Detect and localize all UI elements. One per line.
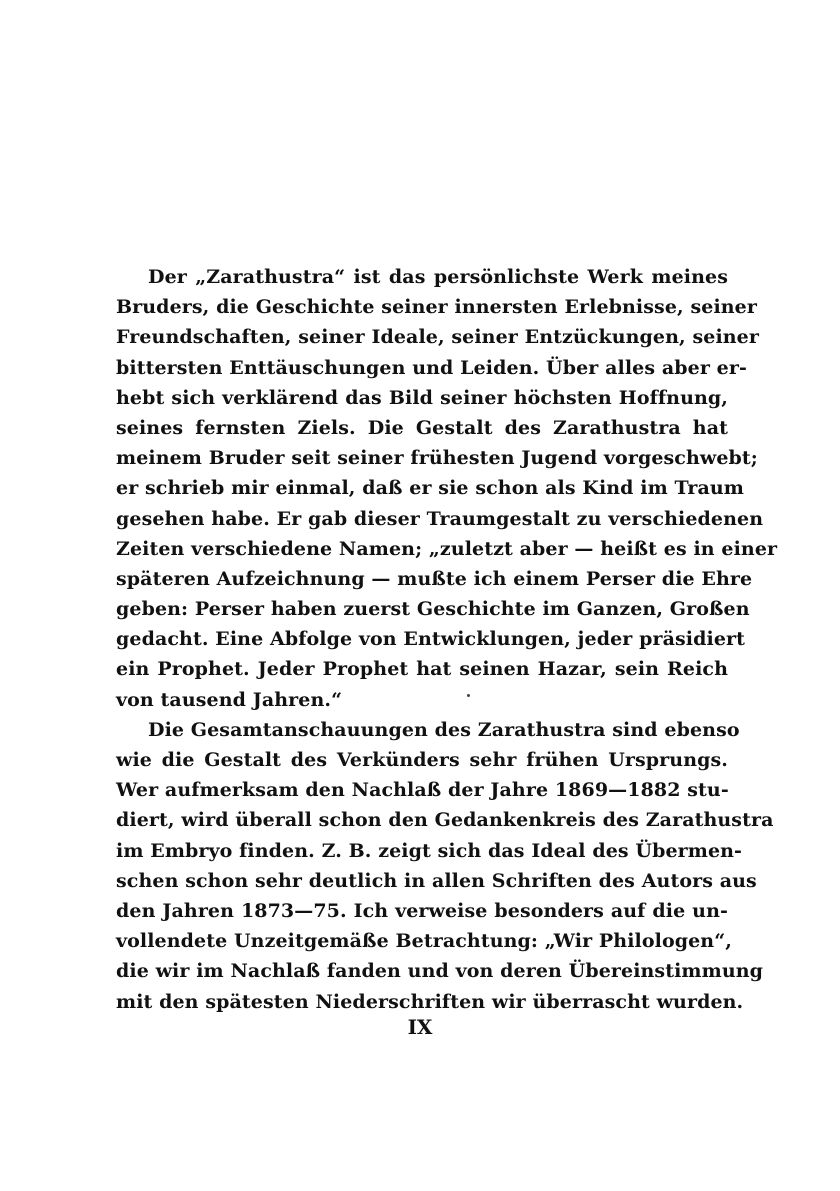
- text-line: von tausend Jahren.“: [116, 688, 343, 711]
- text-line: schen schon sehr deutlich in allen Schriften des Autors aus: [116, 869, 757, 892]
- text-line: die wir im Nachlaß fanden und von deren Übereinstimmung: [116, 960, 764, 983]
- text-line: gedacht. Eine Abfolge von Entwicklungen, jeder präsidiert: [116, 628, 745, 651]
- text-line: Zeiten verschiedene Namen; „zuletzt aber — heißt es in einer: [116, 537, 778, 560]
- paragraph-2: [116, 715, 774, 1017]
- text-line: den Jahren 1873—75. Ich verweise besonders auf die un-: [116, 899, 728, 922]
- text-line: er schrieb mir einmal, daß er sie schon als Kind im Traum: [116, 477, 745, 500]
- text-line: diert, wird überall schon den Gedankenkreis des Zarathustra: [116, 809, 774, 832]
- text-line: gesehen habe. Er gab dieser Traumgestalt zu verschiedenen: [116, 507, 764, 530]
- text-line: bittersten Enttäuschungen und Leiden. Über alles aber er-: [116, 356, 747, 379]
- text-line: hebt sich verklärend das Bild seiner höchsten Hoffnung,: [116, 386, 728, 409]
- text-line: ein Prophet. Jeder Prophet hat seinen Hazar, sein Reich: [116, 658, 728, 681]
- text-line: seines fernsten Ziels. Die Gestalt des Zarathustra hat: [116, 416, 728, 439]
- text-line: im Embryo finden. Z. B. zeigt sich das Ideal des Übermen-: [116, 839, 743, 862]
- text-line: Die Gesamtanschauungen des Zarathustra sind ebenso: [148, 718, 740, 741]
- body-text: [116, 262, 778, 1017]
- text-line: Wer aufmerksam den Nachlaß der Jahre 1869—1882 stu-: [116, 779, 729, 802]
- text-line: mit den spätesten Niederschriften wir überrascht wurden.: [116, 990, 744, 1013]
- text-line: Bruders, die Geschichte seiner innersten Erlebnisse, seiner: [116, 296, 757, 319]
- paragraph-1: [116, 262, 778, 715]
- page-number: IX: [407, 1015, 433, 1039]
- text-line: geben: Perser haben zuerst Geschichte im Ganzen, Großen: [116, 598, 750, 621]
- text-line: späteren Aufzeichnung — mußte ich einem Perser die Ehre: [116, 567, 753, 590]
- ink-speck: [467, 694, 470, 697]
- text-line: Der „Zarathustra“ ist das persönlichste Werk meines: [148, 266, 728, 288]
- text-line: Freundschaften, seiner Ideale, seiner Entzückungen, seiner: [116, 326, 759, 349]
- text-line: meinem Bruder seit seiner frühesten Jugend vorgeschwebt;: [116, 447, 758, 470]
- text-line: wie die Gestalt des Verkünders sehr frühen Ursprungs.: [116, 749, 728, 771]
- text-line: vollendete Unzeitgemäße Betrachtung: „Wir Philologen“,: [116, 930, 732, 953]
